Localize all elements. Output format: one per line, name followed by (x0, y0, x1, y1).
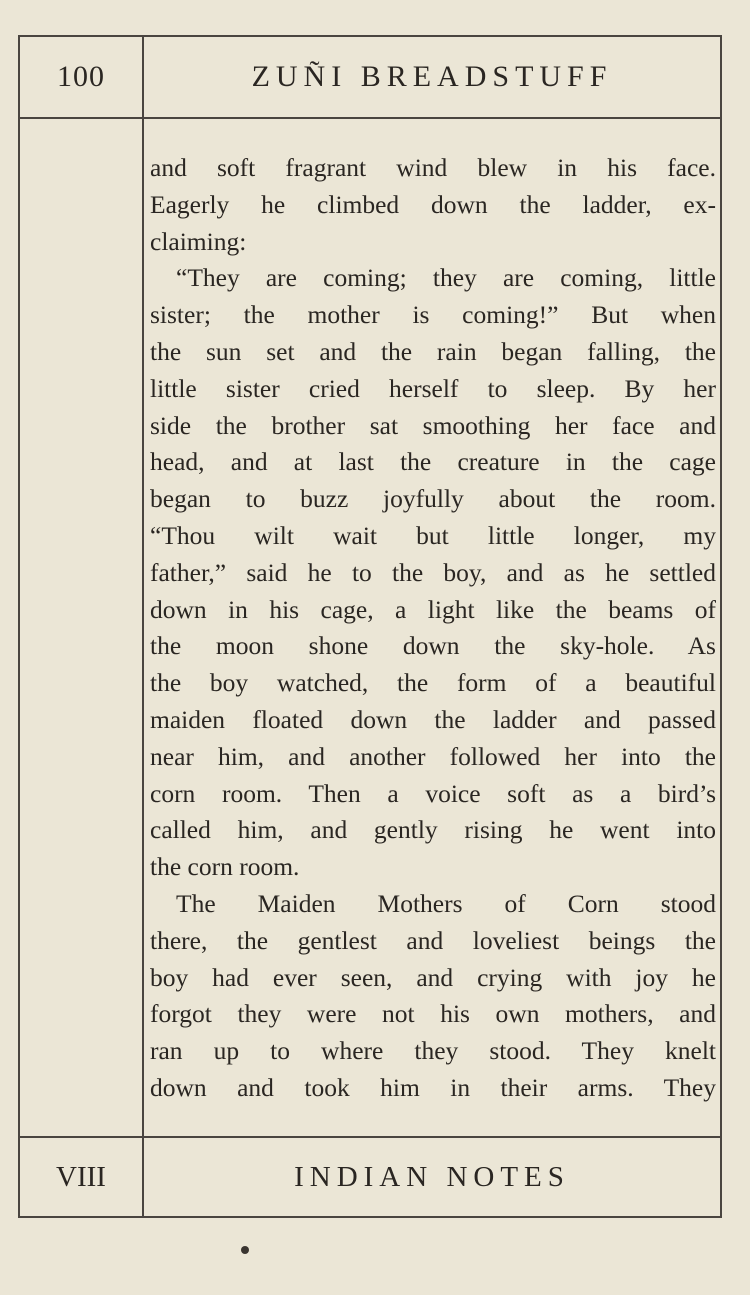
text-line: “They are coming; they are coming, little (176, 263, 716, 293)
text-line: “Thou wilt wait but little longer, my (150, 520, 716, 550)
page-number: 100 (57, 60, 105, 93)
text-line: near him, and another followed her into the (150, 741, 716, 771)
text-line: maiden floated down the ladder and passed (150, 704, 716, 734)
running-title: ZUÑI BREADSTUFF (251, 60, 613, 93)
text-line: the corn room. (150, 852, 300, 882)
text-line: Eagerly he climbed down the ladder, ex- (150, 189, 716, 219)
text-line: sister; the mother is coming!” But when (150, 300, 716, 330)
text-line: The Maiden Mothers of Corn stood (176, 888, 716, 918)
text-line: father,” said he to the boy, and as he settled (150, 557, 716, 587)
text-line: boy had ever seen, and crying with joy he (150, 962, 716, 992)
text-line: the boy watched, the form of a beautiful (150, 668, 716, 698)
text-line: the sun set and the rain began falling, the (150, 336, 716, 366)
body-text (150, 150, 716, 1107)
text-line: began to buzz joyfully about the room. (150, 484, 716, 514)
chapter-numeral: VIII (56, 1160, 106, 1193)
text-line: called him, and gently rising he went into (150, 815, 716, 845)
text-line: and soft fragrant wind blew in his face. (150, 153, 716, 182)
text-line: claiming: (150, 226, 247, 256)
text-line: forgot they were not his own mothers, and (150, 999, 716, 1029)
text-line: little sister cried herself to sleep. By her (150, 373, 716, 403)
text-line: the moon shone down the sky-hole. As (150, 631, 716, 661)
text-line: corn room. Then a voice soft as a bird’s (150, 778, 716, 808)
footer-title: INDIAN NOTES (294, 1160, 570, 1193)
ink-speck (241, 1246, 249, 1254)
header-rule (18, 117, 722, 119)
text-line: there, the gentlest and loveliest beings the (150, 925, 716, 955)
text-line: ran up to where they stood. They knelt (150, 1036, 716, 1066)
text-line: down in his cage, a light like the beams of (150, 594, 716, 624)
text-line: head, and at last the creature in the cage (150, 447, 716, 477)
text-line: side the brother sat smoothing her face and (150, 410, 716, 440)
margin-divider (142, 35, 144, 1218)
text-line: down and took him in their arms. They (150, 1072, 716, 1102)
